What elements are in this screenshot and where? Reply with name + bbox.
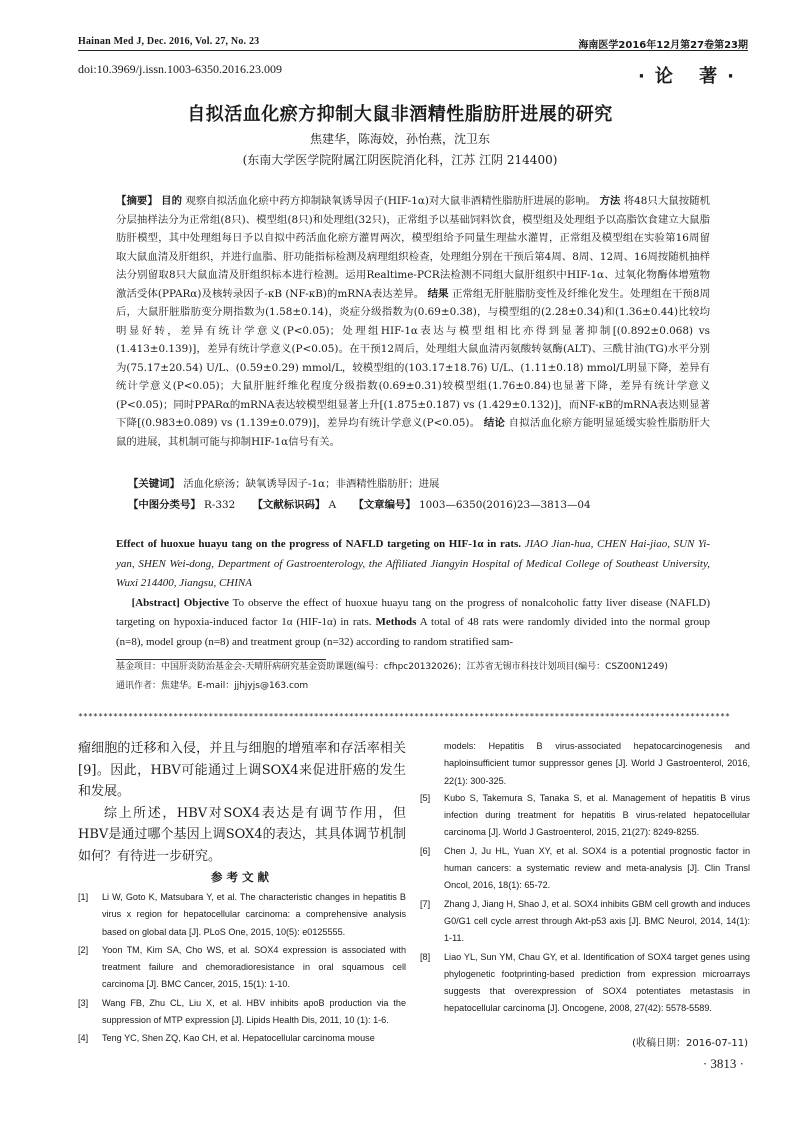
footnotes xyxy=(116,658,756,696)
reference-number: [2] xyxy=(78,944,89,955)
article-number-label: 【文章编号】 xyxy=(353,499,416,511)
reference-continuation-text: models: Hepatitis B virus-associated hepatocarcinogenesis and haploinsufficient tumor suppressor genes [J]. World J Gastroenterol, 2016, 22(1): 300-325. xyxy=(444,741,750,786)
english-title: Effect of huoxue huayu tang on the progress of NAFLD targeting on HIF-1α in rats. xyxy=(116,538,522,550)
article-title: 自拟活血化瘀方抑制大鼠非酒精性脂肪肝进展的研究 xyxy=(187,104,613,125)
english-objective-text: To observe the effect of huoxue huayu tang on the progress of nonalcoholic fatty liver disease (NAFLD) targeting on hypoxia-induced factor 1α (HIF-1α) in rats. xyxy=(116,596,711,628)
english-objective-label: Objective xyxy=(183,596,229,609)
english-abstract-label: [Abstract] xyxy=(131,596,180,609)
doc-code-value: A xyxy=(328,499,337,511)
right-column xyxy=(420,738,750,1018)
classification-line xyxy=(128,496,605,511)
doi: doi:10.3969/j.issn.1003-6350.2016.23.009 xyxy=(78,62,283,76)
running-header-en: Hainan Med J, Dec. 2016, Vol. 27, No. 23 xyxy=(78,36,260,47)
reference-text: Yoon TM, Kim SA, Cho WS, et al. SOX4 expression is associated with treatment failure and chemoradioresistance in oral squamous cell carcinoma [J]. BMC Cancer, 2015, 15(1): 1-10. xyxy=(102,944,406,990)
abstract-label: 【摘要】 xyxy=(116,195,158,207)
conclusion-text: 自拟活血化瘀方能明显延缓实验性脂肪肝大鼠的进展，其机制可能与抑制HIF-1α信号有关。 xyxy=(116,417,711,448)
reference-text: Chen J, Ju HL, Yuan XY, et al. SOX4 is a potential prognostic factor in human cancers: a systematic review and meta-analysis [J]. Clin Transl Oncol, 2016, 18(1): 65-72. xyxy=(444,845,750,891)
doc-code-label: 【文献标识码】 xyxy=(252,499,326,511)
reference-text: Teng YC, Shen ZQ, Kao CH, et al. Hepatocellular carcinoma mouse xyxy=(102,1033,375,1044)
methods-label: 方法 xyxy=(599,195,621,207)
reference-number: [8] xyxy=(420,951,431,962)
english-methods-text: A total of 48 rats were randomly divided into the normal group (n=8), model group (n=8) and treatment group (n=32) according to random stratified sam- xyxy=(116,616,710,648)
results-text: 正常组无肝脏脂肪变性及纤维化发生。处理组在干预8周后，大鼠肝脏脂肪变分期指数为(1.58±0.14)，炎症分级指数为(0.69±0.38)，与模型组的(2.28±0.34)和(1.36±0.44)比较均明显好转，差异有统计学意义(P<0.05)；处理组HIF-1α表达与模型组相比亦得到显著抑制[(0.892±0.068) vs (1.413±0.139)]，差异有统计学意义(P<0.05)。在干预12周后，处理组大鼠血清丙氨酸转氨酶(ALT)、三酰甘油(TG)水平分别为(75.17±20.54) U/L、(0.59±0.29) mmol/L，较模型组的(103.17±18.76) U/L、(1.11±0.18) mmol/L明显下降，差异有统计学意义(P<0.05)；大鼠肝脏纤维化程度分级指数(0.69±0.31)较模型组(1.76±0.84)也显著下降，差异有统计学意义(P<0.05)；同时PPARα的mRNA表达较模型组显著上升[(1.875±0.187) vs (1.429±0.132)]，而NF-κB的mRNA表达则显著下降[(0.983±0.089) vs (1.139±0.079)]，差异均有统计学意义(P<0.05)。 xyxy=(116,287,710,429)
reference-text: Li W, Goto K, Matsubara Y, et al. The characteristic changes in hepatitis B virus x region for hepatocellular carcinoma: a comprehensive analysis based on global data [J]. PLoS One, 2015, 10(5): e0125555. xyxy=(102,892,406,937)
keywords-label: 【关键词】 xyxy=(128,478,180,490)
reference-number: [3] xyxy=(78,997,89,1008)
objective-text: 观察自拟活血化瘀中药方抑制缺氧诱导因子(HIF-1α)对大鼠非酒精性脂肪肝进展的影响。 xyxy=(185,195,597,207)
reference-item xyxy=(78,1030,406,1047)
reference-item xyxy=(420,949,750,1018)
reference-number: [6] xyxy=(420,845,431,856)
reference-number: [7] xyxy=(420,898,431,909)
reference-number: [1] xyxy=(78,892,89,902)
body-paragraph-1: 瘤细胞的迁移和入侵，并且与细胞的增殖率和存活率相关[9]。因此，HBV可能通过上调SOX4来促进肝癌的发生和发展。 xyxy=(78,741,406,799)
authors: 焦建华，陈海姣，孙怡燕，沈卫东 xyxy=(309,132,490,146)
reference-text: Wang FB, Zhu CL, Liu X, et al. HBV inhibits apoB production via the suppression of MTP expression [J]. Lipids Health Dis, 2011, 10 (1): 1-6. xyxy=(102,997,406,1026)
references-heading: 参考文献 xyxy=(211,870,273,884)
clc-label: 【中图分类号】 xyxy=(128,499,201,511)
reference-number: [4] xyxy=(78,1033,89,1044)
reference-item xyxy=(78,942,406,994)
section-label: ·论 著· xyxy=(638,66,744,87)
reference-text: Zhang J, Jiang H, Shao J, et al. SOX4 inhibits GBM cell growth and induces G0/G1 cell cycle arrest through Akt-p53 axis [J]. BMC Neurol, 2014, 14(1): 1-11. xyxy=(444,898,750,944)
chinese-abstract xyxy=(116,192,710,451)
methods-text: 将48只大鼠按随机分层抽样法分为正常组(8只)、模型组(8只)和处理组(32只)，正常组予以基础饲料饮食，模型组及处理组予以高脂饮食建立大鼠脂肪肝模型，其中处理组每日予以自拟中药活血化瘀方灌胃两次，模型组给予同量生理盐水灌胃，正常组及模型组在实验第16周留取大鼠血清及肝组织，并进行血脂、肝功能指标检测及病理组织检查，处理组分别在干预后第4周、8周、12周、16周按随机抽样法分别留取8只大鼠血清及肝组织标本进行检测。运用Realtime-PCR法检测不同组大鼠肝组织中HIF-1α、过氧化物酶体增殖物激活受体(PPARα)及核转录因子-κB (NF-κB)的mRNA表达差异。 xyxy=(116,195,711,300)
reference-item xyxy=(78,995,406,1030)
reference-text: Liao YL, Sun YM, Chau GY, et al. Identification of SOX4 target genes using phylogenetic footprinting-based prediction from expression microarrays suggests that overexpression of SOX4 potentiates metastasis in hepatocellular carcinoma [J]. Oncogene, 2008, 27(42): 5578-5589. xyxy=(444,951,750,1014)
header-rule xyxy=(78,50,748,51)
reference-text: Kubo S, Takemura S, Tanaka S, et al. Management of hepatitis B virus infection during treatment for hepatitis B virus-related hepatocellular carcinoma [J]. World J Gastroenterol, 2015, 21(27): 8249-8255. xyxy=(444,792,750,838)
page-number: · 3813 · xyxy=(702,1056,744,1071)
reference-continuation xyxy=(420,738,750,790)
reference-item xyxy=(78,889,406,941)
english-abstract xyxy=(116,535,710,652)
received-date: (收稿日期：2016-07-11) xyxy=(632,1038,748,1049)
english-methods-label: Methods xyxy=(375,616,417,628)
reference-list-right xyxy=(420,790,750,1018)
results-label: 结果 xyxy=(427,287,449,300)
left-column xyxy=(78,738,406,1048)
objective-label: 目的 xyxy=(161,195,183,207)
star-separator: ********************************************************************************************************************************** xyxy=(78,712,731,721)
reference-number: [5] xyxy=(420,792,431,803)
keywords xyxy=(128,475,439,490)
corresponding-author: 通讯作者：焦建华。E-mail：jjhjyjs@163.com xyxy=(116,681,309,691)
fund-note: 基金项目：中国肝炎防治基金会-天晴肝病研究基金资助课题(编号：cfhpc20132026)；江苏省无锡市科技计划项目(编号：CSZ00N1249) xyxy=(116,662,668,672)
keywords-text: 活血化瘀汤；缺氧诱导因子-1α；非酒精性脂肪肝；进展 xyxy=(183,478,440,490)
reference-item xyxy=(420,790,750,842)
reference-list-left xyxy=(78,889,406,1048)
clc-value: R-332 xyxy=(204,499,236,511)
body-paragraph-2: 综上所述，HBV对SOX4表达是有调节作用，但HBV是通过哪个基因上调SOX4的表达，其具体调节机制如何？有待进一步研究。 xyxy=(78,805,406,864)
reference-item xyxy=(420,843,750,895)
affiliation: (东南大学医学院附属江阴医院消化科，江苏 江阴 214400) xyxy=(242,153,558,167)
article-number-value: 1003—6350(2016)23—3813—04 xyxy=(419,499,591,511)
english-authors-affiliation: JIAO Jian-hua, CHEN Hai-jiao, SUN Yi-yan, SHEN Wei-dong, Department of Gastroenterology, the Affiliated Jiangyin Hospital of Medical College of Southeast University, Wuxi 214400, Jiangsu, CHINA xyxy=(116,538,711,589)
reference-item xyxy=(420,896,750,948)
conclusion-label: 结论 xyxy=(483,417,506,429)
running-header-cn: 海南医学2016年12月第27卷第23期 xyxy=(578,40,748,51)
